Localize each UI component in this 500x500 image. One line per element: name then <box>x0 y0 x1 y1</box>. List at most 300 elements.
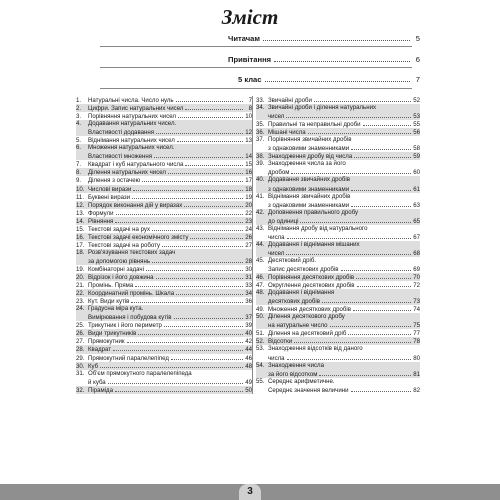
toc-entry-number: 1. <box>76 97 82 104</box>
toc-entry-title: Додавання звичайних дробів <box>268 176 351 184</box>
toc-entry <box>76 321 252 329</box>
toc-entry-page: 81 <box>413 370 420 378</box>
toc-entry-title: Середнє значення величини <box>268 386 349 394</box>
toc-entry-title: Квадрат <box>88 346 112 354</box>
toc-entry <box>76 201 252 209</box>
leader-dots <box>100 362 243 368</box>
toc-entry-number: 39. <box>256 160 265 168</box>
toc-entry <box>76 160 252 168</box>
leader-dots <box>351 144 411 150</box>
leader-dots <box>115 386 243 392</box>
toc-intro-text: Привітання <box>228 55 272 64</box>
toc-entry <box>76 193 252 201</box>
toc-entry-page: 72 <box>413 282 420 290</box>
toc-entry-number: 36. <box>256 129 265 137</box>
toc-entry-title: Ділення на десятковий дріб <box>268 330 347 338</box>
toc-entry-number: 19. <box>76 265 85 273</box>
toc-entry <box>256 136 420 144</box>
toc-intro-page: 6 <box>415 55 420 64</box>
toc-entry <box>256 112 420 120</box>
toc-entry-title: Знаходження дробу від числа <box>268 153 353 161</box>
toc-entry-number: 5. <box>76 137 82 145</box>
toc-entry-page: 48 <box>245 362 252 370</box>
toc-entry-number: 34. <box>256 104 265 112</box>
divider <box>100 88 412 89</box>
leader-dots <box>154 152 243 158</box>
toc-entry-title: за його відсотком <box>268 370 318 378</box>
leader-dots <box>287 354 411 360</box>
leader-dots <box>138 329 243 335</box>
leader-dots <box>168 168 243 174</box>
toc-entry <box>256 233 420 241</box>
toc-entry-page: 58 <box>413 145 420 153</box>
toc-entry-title: Рівняння <box>88 217 114 225</box>
toc-entry-title: Властивості додавання <box>88 129 155 137</box>
toc-entry <box>256 209 420 217</box>
toc-intro-page: 5 <box>415 34 420 43</box>
toc-entry-page: 39 <box>245 322 252 330</box>
toc-entry <box>76 305 252 313</box>
toc-entry <box>256 313 420 321</box>
toc-entry-page: 33 <box>245 282 252 290</box>
toc-entry-number: 4. <box>76 120 82 128</box>
leader-dots <box>291 168 411 174</box>
toc-entry <box>256 185 420 193</box>
toc-entry-title: Порівняння десяткових дробів <box>268 274 355 282</box>
toc-entry-title: числа <box>268 354 285 362</box>
page-number: 3 <box>239 484 261 500</box>
toc-entry-page: 14 <box>245 153 252 161</box>
toc-entry-title: Мішані числа <box>268 129 306 137</box>
leader-dots <box>319 370 411 376</box>
toc-entry <box>76 185 252 193</box>
toc-entry-title: Ділення натуральних чисел <box>88 169 166 177</box>
toc-entry-number: 49. <box>256 306 265 314</box>
toc-entry-number: 40. <box>256 176 265 184</box>
toc-entry-number: 6. <box>76 144 82 152</box>
toc-entry-title: з однаковими знаменниками <box>268 145 350 153</box>
leader-dots <box>152 257 243 263</box>
toc-entry-page: 31 <box>245 274 252 282</box>
toc-entry-number: 8. <box>76 169 82 177</box>
toc-entry <box>76 120 252 128</box>
toc-entry-page: 26 <box>245 233 252 241</box>
toc-entry <box>76 168 252 176</box>
toc-entry-number: 51. <box>256 330 265 338</box>
toc-entry <box>76 209 252 217</box>
toc-entry-title: й куба <box>88 378 106 386</box>
toc-entry <box>76 233 252 241</box>
toc-entry-number: 55. <box>256 377 265 385</box>
toc-entry <box>76 257 252 265</box>
toc-entry <box>76 112 252 120</box>
toc-entry-title: Натуральні числа. Число нуль <box>88 97 174 104</box>
toc-entry-title: Прямокутний паралелепіпед <box>88 354 169 362</box>
toc-entry-page: 60 <box>413 169 420 177</box>
toc-entry-page: 78 <box>413 338 420 346</box>
toc-entry-title: Комбінаторні задачі <box>88 265 144 273</box>
toc-entry-page: 61 <box>413 185 420 193</box>
toc-entry-page: 10 <box>245 113 252 121</box>
leader-dots <box>351 185 411 191</box>
toc-entry <box>256 378 420 386</box>
toc-entry-number: 42. <box>256 208 265 216</box>
toc-entry <box>256 120 420 128</box>
toc-entry-number: 7. <box>76 161 82 169</box>
toc-entry-number: 29. <box>76 354 85 362</box>
toc-entry-title: Властивості множення <box>88 153 153 161</box>
toc-entry-title: Відрізок і його довжина <box>88 274 154 282</box>
toc-entry <box>256 128 420 136</box>
toc-entry-number: 35. <box>256 121 265 129</box>
leader-dots <box>108 378 243 384</box>
leader-dots <box>174 313 243 319</box>
leader-dots <box>135 281 243 287</box>
toc-entry-title: Види трикутників <box>88 330 137 338</box>
toc-entry-page: 59 <box>413 153 420 161</box>
leader-dots <box>185 160 243 166</box>
toc-intro-text: 5 клас <box>238 75 262 84</box>
toc-entry-page: 17 <box>245 177 252 185</box>
toc-entry-title: Промінь. Пряма <box>88 282 134 290</box>
toc-entry-number: 30. <box>76 362 85 370</box>
toc-entry-title: Віднімання звичайних дробів <box>268 192 351 200</box>
toc-entry-number: 2. <box>76 105 82 113</box>
toc-entry-title: чисел <box>268 249 285 257</box>
toc-entry-page: 13 <box>245 137 252 145</box>
toc-entry-title: Координатний промінь. Шкала <box>88 290 175 298</box>
toc-entry <box>256 152 420 160</box>
toc-column-left <box>76 96 252 394</box>
toc-entry <box>256 160 420 168</box>
toc-entry <box>256 241 420 249</box>
toc-entry-page: 55 <box>413 121 420 129</box>
toc-entry <box>76 345 252 353</box>
toc-entry-title: дробом <box>268 169 290 177</box>
leader-dots <box>351 386 411 392</box>
toc-entry-number: 23. <box>76 298 85 306</box>
leader-dots <box>286 112 411 118</box>
toc-entry-title: Кут. Види кутів <box>88 298 130 306</box>
toc-entry-number: 45. <box>256 256 265 264</box>
toc-entry-title: Доповнення правильного дробу <box>268 208 359 216</box>
toc-entry <box>76 96 252 104</box>
leader-dots <box>330 321 411 327</box>
toc-entry-page: 80 <box>413 354 420 362</box>
leader-dots <box>300 217 411 223</box>
toc-entry-page: 63 <box>413 201 420 209</box>
leader-dots <box>341 265 411 271</box>
toc-entry-page: 34 <box>245 290 252 298</box>
toc-entry <box>76 273 252 281</box>
leader-dots <box>146 265 243 271</box>
toc-entry <box>256 144 420 152</box>
toc-entry-page: 37 <box>245 314 252 322</box>
toc-entry-title: Додавання і віднімання мішаних <box>268 240 360 248</box>
leader-dots <box>351 201 411 207</box>
leader-dots <box>132 193 243 199</box>
leader-dots <box>176 289 243 295</box>
toc-entry-number: 14. <box>76 217 85 225</box>
toc-entry-title: Звичайні дроби <box>268 97 312 104</box>
toc-entry <box>256 176 420 184</box>
toc-entry-title: Розв'язування текстових задач <box>88 248 176 256</box>
toc-entry-title: Ділення з остачею <box>88 177 141 185</box>
toc-entry-page: 18 <box>245 185 252 193</box>
leader-dots <box>171 354 243 360</box>
toc-entry-number: 32. <box>76 386 85 394</box>
toc-entry <box>76 249 252 257</box>
toc-entry-number: 41. <box>256 192 265 200</box>
leader-dots <box>265 75 411 82</box>
toc-entry <box>256 321 420 329</box>
toc-entry <box>256 104 420 112</box>
leader-dots <box>131 297 243 303</box>
toc-entry-number: 22. <box>76 290 85 298</box>
toc-entry <box>256 297 420 305</box>
toc-entry-number: 11. <box>76 193 85 201</box>
toc-entry-number: 20. <box>76 274 85 282</box>
toc-entry-title: Формули <box>88 209 114 217</box>
toc-entry-title: Градусна міра кута. <box>88 305 144 313</box>
toc-entry-title: Знаходження відсотків від даного <box>268 345 363 353</box>
toc-entry <box>76 281 252 289</box>
leader-dots <box>176 96 243 102</box>
leader-dots <box>308 128 411 134</box>
toc-entry-page: 20 <box>245 201 252 209</box>
toc-entry-title: Віднімання натуральних чисел <box>88 137 175 145</box>
toc-entry-page: 12 <box>245 129 252 137</box>
toc-entry <box>256 193 420 201</box>
toc-entry-title: Правильні та неправильні дроби <box>268 121 361 129</box>
toc-entry-page: 19 <box>245 193 252 201</box>
toc-entry-page: 75 <box>413 322 420 330</box>
toc-entry-page: 36 <box>245 298 252 306</box>
toc-entry-page: 68 <box>413 249 420 257</box>
toc-entry-page: 49 <box>245 378 252 386</box>
toc-entry <box>76 144 252 152</box>
toc-entry-page: 53 <box>413 113 420 121</box>
toc-entry-title: з однаковими знаменниками <box>268 185 350 193</box>
leader-dots <box>184 201 243 207</box>
toc-entry-page: 22 <box>245 209 252 217</box>
page-footer <box>0 484 500 500</box>
toc-entry <box>76 370 252 378</box>
toc-entry-number: 46. <box>256 274 265 282</box>
toc-intro-page: 7 <box>415 75 420 84</box>
toc-entry-number: 16. <box>76 233 85 241</box>
toc-entry-title: Додавання натуральних чисел. <box>88 120 177 128</box>
leader-dots <box>356 273 411 279</box>
toc-intro-grade <box>238 75 420 84</box>
toc-entry-number: 47. <box>256 282 265 290</box>
toc-entry-number: 48. <box>256 289 265 297</box>
toc-entry-page: 8 <box>248 105 252 113</box>
toc-entry-title: числа <box>268 233 285 241</box>
toc-entry-number: 43. <box>256 224 265 232</box>
toc-entry-page: 50 <box>245 386 252 394</box>
toc-entry <box>256 217 420 225</box>
toc-entry <box>76 297 252 305</box>
toc-entry-title: Вимірювання і побудова кутів <box>88 314 172 322</box>
toc-entry-page: 16 <box>245 169 252 177</box>
toc-entry-number: 18. <box>76 248 85 256</box>
toc-entry-number: 37. <box>256 136 265 144</box>
toc-entry <box>76 378 252 386</box>
toc-entry-title: Прямокутник <box>88 338 125 346</box>
toc-entry <box>256 289 420 297</box>
leader-dots <box>274 55 410 62</box>
leader-dots <box>185 104 243 110</box>
toc-entry-page: 30 <box>245 265 252 273</box>
toc-entry-page: 74 <box>413 306 420 314</box>
leader-dots <box>348 329 411 335</box>
toc-entry-title: Об'єм прямокутного паралелепіпеда <box>88 369 192 377</box>
toc-entry <box>256 281 420 289</box>
toc-entry-number: 53. <box>256 345 265 353</box>
leader-dots <box>177 136 243 142</box>
toc-entry <box>256 329 420 337</box>
toc-entry-title: Буквені вирази <box>88 193 131 201</box>
leader-dots <box>363 120 411 126</box>
toc-entry-number: 17. <box>76 241 85 249</box>
leader-dots <box>164 321 243 327</box>
toc-entry <box>76 176 252 184</box>
toc-entry-page: 24 <box>245 225 252 233</box>
toc-entry-number: 54. <box>256 361 265 369</box>
leader-dots <box>322 297 411 303</box>
toc-entry-number: 13. <box>76 209 85 217</box>
toc-entry <box>76 241 252 249</box>
toc-entry-page: 28 <box>245 257 252 265</box>
toc-entry <box>76 265 252 273</box>
toc-entry-page: 7 <box>248 97 252 104</box>
toc-entry <box>76 337 252 345</box>
toc-entry-page: 82 <box>413 386 420 394</box>
toc-entry-title: десяткових дробів <box>268 298 321 306</box>
toc-entry-number: 31. <box>76 369 85 377</box>
toc-entry <box>76 225 252 233</box>
toc-entry-title: Запис десяткових дробів <box>268 265 339 273</box>
leader-dots <box>133 185 243 191</box>
toc-entry-page: 77 <box>413 330 420 338</box>
toc-entry-page: 44 <box>245 346 252 354</box>
leader-dots <box>152 225 243 231</box>
toc-entry <box>76 136 252 144</box>
toc-entry <box>256 362 420 370</box>
toc-entry <box>256 225 420 233</box>
toc-entry-title: Цифри. Запис натуральних чисел <box>88 105 184 113</box>
toc-entry-number: 25. <box>76 322 85 330</box>
leader-dots <box>294 337 411 343</box>
toc-entry <box>76 386 252 394</box>
toc-entry-number: 10. <box>76 185 85 193</box>
toc-entry-title: Порядок виконання дій у виразах <box>88 201 183 209</box>
toc-entry-title: Порівняння натуральних чисел <box>88 113 176 121</box>
toc-intro-greeting <box>228 55 420 64</box>
page-title: Зміст <box>221 5 279 29</box>
toc-entry <box>76 329 252 337</box>
toc-entry-title: Віднімання дробу від натурального <box>268 224 368 232</box>
toc-entry-number: 9. <box>76 177 82 185</box>
toc-entry <box>256 386 420 394</box>
toc-entry-title: Куб <box>88 362 99 370</box>
leader-dots <box>162 241 243 247</box>
toc-entry-title: Трикутник і його периметр <box>88 322 162 330</box>
toc-entry <box>76 313 252 321</box>
leader-dots <box>354 152 411 158</box>
toc-entry-number: 44. <box>256 240 265 248</box>
toc-entry <box>256 249 420 257</box>
toc-entry-number: 21. <box>76 282 85 290</box>
leader-dots <box>286 249 411 255</box>
leader-dots <box>116 209 243 215</box>
toc-entry-page: 40 <box>245 330 252 338</box>
toc-entry-number: 33. <box>256 97 265 104</box>
toc-entry-title: з однаковими знаменниками <box>268 201 350 209</box>
toc-entry <box>256 265 420 273</box>
toc-entry-title: Знаходження числа за його <box>268 160 346 168</box>
toc-entry-title: Множення натуральних чисел. <box>88 144 175 152</box>
toc-entry-page: 67 <box>413 233 420 241</box>
leader-dots <box>115 217 243 223</box>
toc-intro-readers <box>228 34 420 43</box>
toc-entry <box>256 337 420 345</box>
toc-entry-title: Десятковий дріб. <box>268 256 316 264</box>
leader-dots <box>156 128 243 134</box>
divider <box>100 46 412 47</box>
toc-entry <box>76 128 252 136</box>
toc-entry <box>76 217 252 225</box>
toc-entry-title: Множення десяткових дробів <box>268 306 351 314</box>
toc-entry-number: 24. <box>76 305 85 313</box>
leader-dots <box>357 281 411 287</box>
toc-entry-title: Текстові задачі економічного змісту <box>88 233 189 241</box>
toc-entry <box>256 305 420 313</box>
toc-entry-page: 46 <box>245 354 252 362</box>
leader-dots <box>127 337 243 343</box>
toc-entry-title: Текстові задачі на роботу <box>88 241 161 249</box>
toc-entry-number: 28. <box>76 346 85 354</box>
toc-entry-title: чисел <box>268 113 285 121</box>
leader-dots <box>156 273 243 279</box>
toc-entry-page: 73 <box>413 298 420 306</box>
toc-entry-number: 15. <box>76 225 85 233</box>
toc-entry <box>256 345 420 353</box>
toc-entry <box>256 201 420 209</box>
toc-entry-page: 15 <box>245 161 252 169</box>
toc-entry-page: 52 <box>413 97 420 104</box>
toc-entry <box>256 354 420 362</box>
toc-entry-page: 56 <box>413 129 420 137</box>
toc-entry-title: за допомогою рівнянь <box>88 257 151 265</box>
toc-entry-title: Округлення десяткових дробів <box>268 282 355 290</box>
toc-entry <box>256 273 420 281</box>
toc-entry <box>76 289 252 297</box>
toc-entry-title: Порівняння звичайних дробів <box>268 136 352 144</box>
toc-entry <box>256 370 420 378</box>
toc-entry-number: 3. <box>76 113 82 121</box>
toc-entry-title: Середнє арифметичне. <box>268 377 335 385</box>
leader-dots <box>113 345 243 351</box>
toc-entry-title: Ділення десяткового дробу <box>268 313 345 321</box>
toc-entry-title: Відсотки <box>268 338 293 346</box>
toc-entry-title: Текстові задачі на рух <box>88 225 151 233</box>
toc-entry-number: 27. <box>76 338 85 346</box>
toc-entry <box>76 354 252 362</box>
toc-entry <box>256 257 420 265</box>
toc-entry-number: 12. <box>76 201 85 209</box>
